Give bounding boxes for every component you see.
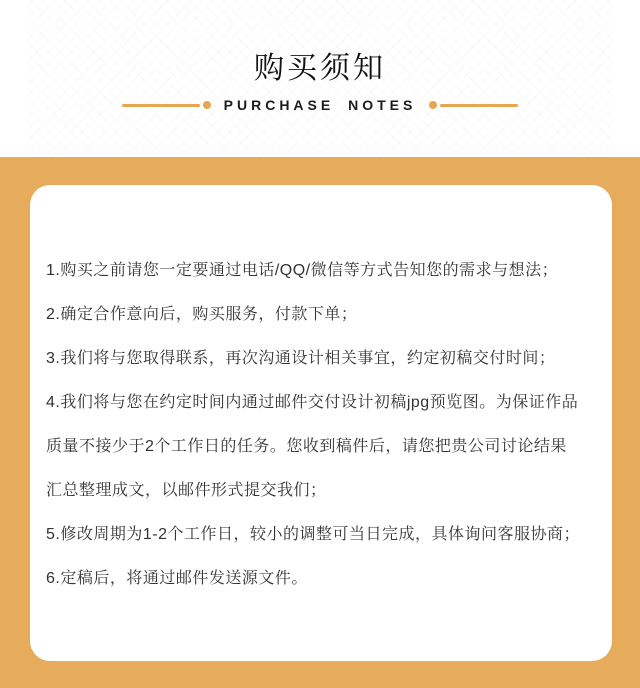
notes-card — [30, 185, 612, 661]
header-texture — [28, 0, 612, 157]
divider-line-left — [122, 104, 200, 107]
note-item-3: 3.我们将与您取得联系，再次沟通设计相关事宜，约定初稿交付时间； — [46, 350, 556, 367]
note-item-2: 2.确定合作意向后，购买服务，付款下单； — [46, 306, 358, 323]
note-item-4-line-1: 4.我们将与您在约定时间内通过邮件交付设计初稿jpg预览图。为保证作品 — [46, 394, 579, 411]
note-item-4-line-2: 质量不接少于2个工作日的任务。您收到稿件后，请您把贵公司讨论结果 — [46, 438, 567, 455]
divider-line-right — [440, 104, 518, 107]
subtitle-row — [28, 97, 612, 113]
divider-dot-right — [429, 101, 437, 109]
note-item-5: 5.修改周期为1-2个工作日，较小的调整可当日完成，具体询问客服协商； — [46, 526, 580, 543]
section-header — [0, 0, 640, 157]
notes-list — [30, 185, 612, 601]
section-subtitle: PURCHASE NOTES — [223, 97, 417, 113]
note-item-1: 1.购买之前请您一定要通过电话/QQ/微信等方式告知您的需求与想法； — [46, 262, 559, 279]
note-item-4-line-3: 汇总整理成文，以邮件形式提交我们； — [46, 482, 327, 499]
divider-dot-left — [203, 101, 211, 109]
note-item-6: 6.定稿后，将通过邮件发送源文件。 — [46, 570, 308, 587]
page-title: 购买须知 — [254, 52, 386, 85]
notes-band — [0, 157, 640, 688]
